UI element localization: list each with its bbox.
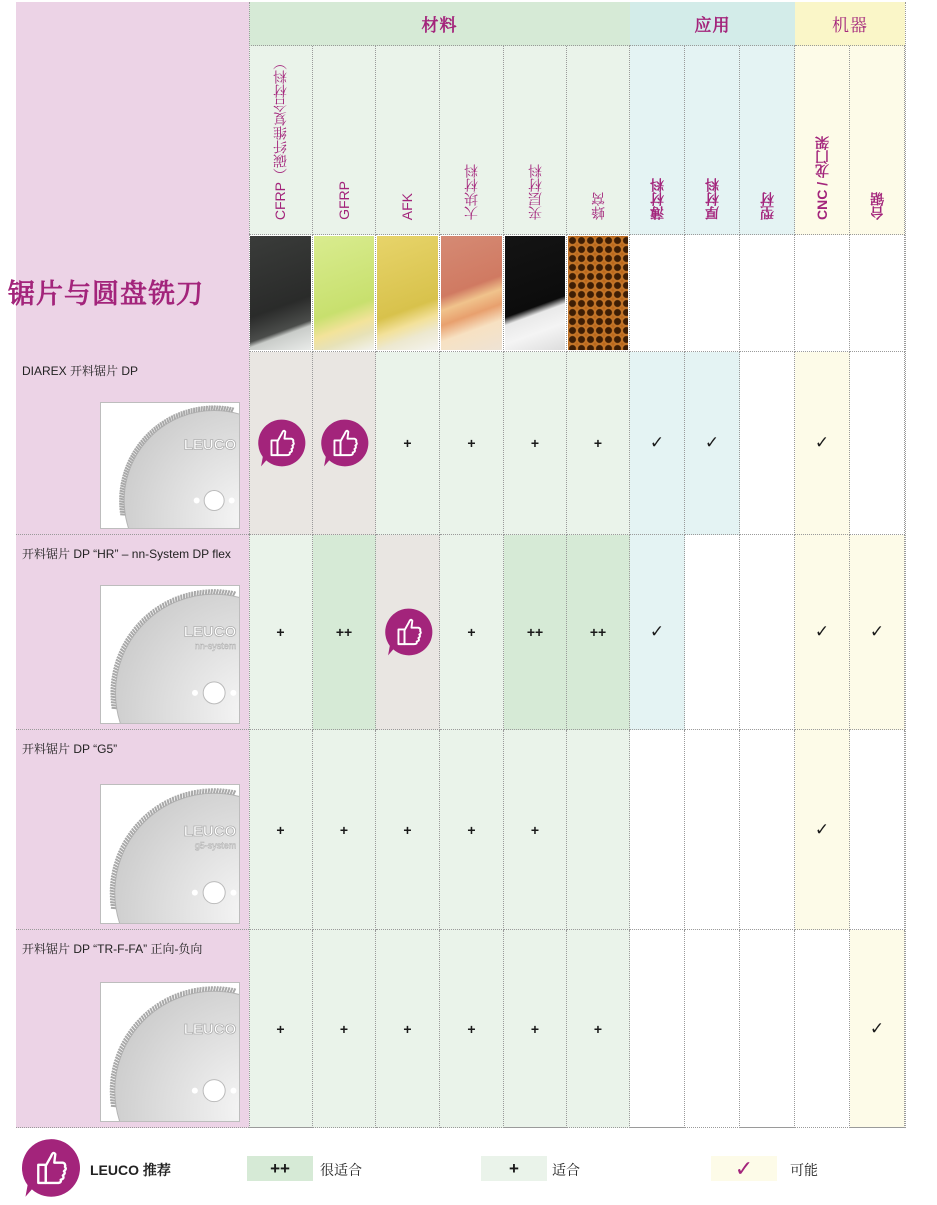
suitable-cell xyxy=(440,535,504,730)
saw-blade-image xyxy=(100,982,240,1122)
suitable-cell xyxy=(504,730,567,930)
possible-cell xyxy=(795,730,850,930)
material-swatch-4 xyxy=(505,236,565,350)
very-suitable-cell xyxy=(504,535,567,730)
column-header-3 xyxy=(440,46,504,235)
saw-blade-image xyxy=(100,784,240,924)
check-icon: ✓ xyxy=(815,622,829,642)
product-row-2 xyxy=(16,730,249,930)
plusplus-mark: ++ xyxy=(336,624,352,640)
possible-cell xyxy=(795,352,850,535)
check-icon: ✓ xyxy=(870,1019,884,1039)
empty-cell xyxy=(567,730,630,930)
material-swatch-5 xyxy=(568,236,628,350)
column-header-7 xyxy=(685,46,740,235)
empty-cell xyxy=(685,235,740,352)
page-title: 锯片与圆盘铣刀 xyxy=(8,272,204,311)
column-label: GFRP xyxy=(336,181,353,220)
legend-plusplus-label: 很适合 xyxy=(320,1160,362,1180)
material-photo xyxy=(313,235,376,352)
legend-plus-label: 适合 xyxy=(552,1160,580,1180)
empty-cell xyxy=(740,235,795,352)
empty-cell xyxy=(630,235,685,352)
suitable-cell xyxy=(567,352,630,535)
group-header-machine: 机器 xyxy=(795,2,905,46)
plus-mark: + xyxy=(276,822,284,838)
column-label: 大块材料 xyxy=(463,164,480,220)
material-swatch-3 xyxy=(441,236,502,350)
check-icon: ✓ xyxy=(870,622,884,642)
plus-mark: + xyxy=(531,1021,539,1037)
suitable-cell xyxy=(376,930,440,1128)
thumbs-up-icon xyxy=(382,606,434,658)
column-header-8 xyxy=(740,46,795,235)
material-photo xyxy=(249,235,313,352)
empty-cell xyxy=(795,930,850,1128)
column-label: CFRP（碳纤维复合材料） xyxy=(272,56,289,220)
svg-text:LEUCO: LEUCO xyxy=(184,624,237,641)
column-header-10 xyxy=(850,46,905,235)
column-label: 蜂窝 xyxy=(590,192,607,220)
column-label: 型材 xyxy=(759,192,776,220)
product-row-0 xyxy=(16,352,249,535)
plus-mark: + xyxy=(403,1021,411,1037)
product-name: DIAREX 开料锯片 DP xyxy=(22,362,138,379)
column-header-9 xyxy=(795,46,850,235)
plusplus-mark: ++ xyxy=(590,624,606,640)
suitable-cell xyxy=(376,352,440,535)
plus-mark: + xyxy=(403,435,411,451)
product-row-1 xyxy=(16,535,249,730)
plus-mark: + xyxy=(276,624,284,640)
column-label: 厚材料 xyxy=(704,178,721,220)
possible-cell xyxy=(630,352,685,535)
suitable-cell xyxy=(249,930,313,1128)
empty-cell xyxy=(795,235,850,352)
column-label: CNC / 龙门架 xyxy=(814,136,831,220)
svg-text:LEUCO: LEUCO xyxy=(184,823,237,840)
product-name: 开料锯片 DP “TR-F-FA” 正向-负向 xyxy=(22,940,202,957)
plusplus-mark: ++ xyxy=(527,624,543,640)
empty-cell xyxy=(685,730,740,930)
product-row-3 xyxy=(16,930,249,1128)
legend-thumbs-up-icon xyxy=(18,1136,82,1200)
legend xyxy=(0,1128,937,1200)
column-label: AFK xyxy=(399,193,416,220)
suitable-cell xyxy=(376,730,440,930)
check-icon: ✓ xyxy=(815,820,829,840)
suitable-cell xyxy=(504,930,567,1128)
legend-check-label: 可能 xyxy=(790,1160,818,1180)
group-header-application: 应用 xyxy=(630,2,795,46)
group-header-materials: 材料 xyxy=(249,2,630,46)
legend-check-swatch: ✓ xyxy=(711,1156,777,1181)
column-label: 薄材料 xyxy=(649,178,666,220)
possible-cell xyxy=(685,352,740,535)
check-icon: ✓ xyxy=(650,433,664,453)
suitable-cell xyxy=(440,352,504,535)
check-icon: ✓ xyxy=(705,433,719,453)
empty-cell xyxy=(630,730,685,930)
empty-cell xyxy=(740,535,795,730)
possible-cell xyxy=(850,535,905,730)
suitable-cell xyxy=(313,930,376,1128)
empty-cell xyxy=(740,730,795,930)
plus-mark: + xyxy=(467,435,475,451)
svg-text:nn-system: nn-system xyxy=(195,641,237,651)
material-photo xyxy=(376,235,440,352)
suitable-cell xyxy=(249,730,313,930)
plus-mark: + xyxy=(531,822,539,838)
recommend-cell xyxy=(376,535,440,730)
saw-blade-image xyxy=(100,585,240,724)
product-matrix xyxy=(16,2,906,1128)
suitable-cell xyxy=(249,535,313,730)
material-photo xyxy=(504,235,567,352)
possible-cell xyxy=(795,535,850,730)
plus-mark: + xyxy=(340,822,348,838)
plus-mark: + xyxy=(467,1021,475,1037)
legend-recommend-label: LEUCO 推荐 xyxy=(90,1160,171,1180)
thumbs-up-icon xyxy=(255,417,307,469)
legend-plus-swatch: + xyxy=(481,1156,547,1181)
plus-mark: + xyxy=(594,1021,602,1037)
plus-mark: + xyxy=(340,1021,348,1037)
suitable-cell xyxy=(313,730,376,930)
very-suitable-cell xyxy=(313,535,376,730)
plus-mark: + xyxy=(276,1021,284,1037)
empty-cell xyxy=(740,930,795,1128)
very-suitable-cell xyxy=(567,535,630,730)
empty-cell xyxy=(685,535,740,730)
recommend-cell xyxy=(249,352,313,535)
empty-cell xyxy=(630,930,685,1128)
column-header-0 xyxy=(249,46,313,235)
svg-text:LEUCO: LEUCO xyxy=(184,436,237,453)
plus-mark: + xyxy=(594,435,602,451)
material-swatch-1 xyxy=(314,236,374,350)
possible-cell xyxy=(630,535,685,730)
possible-cell xyxy=(850,930,905,1128)
material-photo xyxy=(440,235,504,352)
empty-cell xyxy=(850,352,905,535)
saw-blade-image xyxy=(100,402,240,529)
column-header-6 xyxy=(630,46,685,235)
recommend-cell xyxy=(313,352,376,535)
suitable-cell xyxy=(504,352,567,535)
suitable-cell xyxy=(440,730,504,930)
check-icon: ✓ xyxy=(650,622,664,642)
check-icon: ✓ xyxy=(815,433,829,453)
product-name: 开料锯片 DP “G5” xyxy=(22,740,117,757)
suitable-cell xyxy=(440,930,504,1128)
legend-plusplus-swatch: ++ xyxy=(247,1156,313,1181)
column-header-2 xyxy=(376,46,440,235)
empty-cell xyxy=(740,352,795,535)
plus-mark: + xyxy=(531,435,539,451)
svg-text:LEUCO: LEUCO xyxy=(184,1021,237,1038)
empty-cell xyxy=(850,730,905,930)
column-header-1 xyxy=(313,46,376,235)
suitable-cell xyxy=(567,930,630,1128)
column-header-4 xyxy=(504,46,567,235)
material-photo xyxy=(567,235,630,352)
empty-cell xyxy=(850,235,905,352)
product-name: 开料锯片 DP “HR” – nn-System DP flex xyxy=(22,545,231,562)
column-label: 夹层材料 xyxy=(527,164,544,220)
column-label: 台锯 xyxy=(869,192,886,220)
plus-mark: + xyxy=(467,822,475,838)
empty-cell xyxy=(685,930,740,1128)
material-swatch-0 xyxy=(250,236,311,350)
material-swatch-2 xyxy=(377,236,438,350)
column-header-5 xyxy=(567,46,630,235)
plus-mark: + xyxy=(467,624,475,640)
svg-text:g5-system: g5-system xyxy=(195,840,237,850)
plus-mark: + xyxy=(403,822,411,838)
thumbs-up-icon xyxy=(318,417,370,469)
